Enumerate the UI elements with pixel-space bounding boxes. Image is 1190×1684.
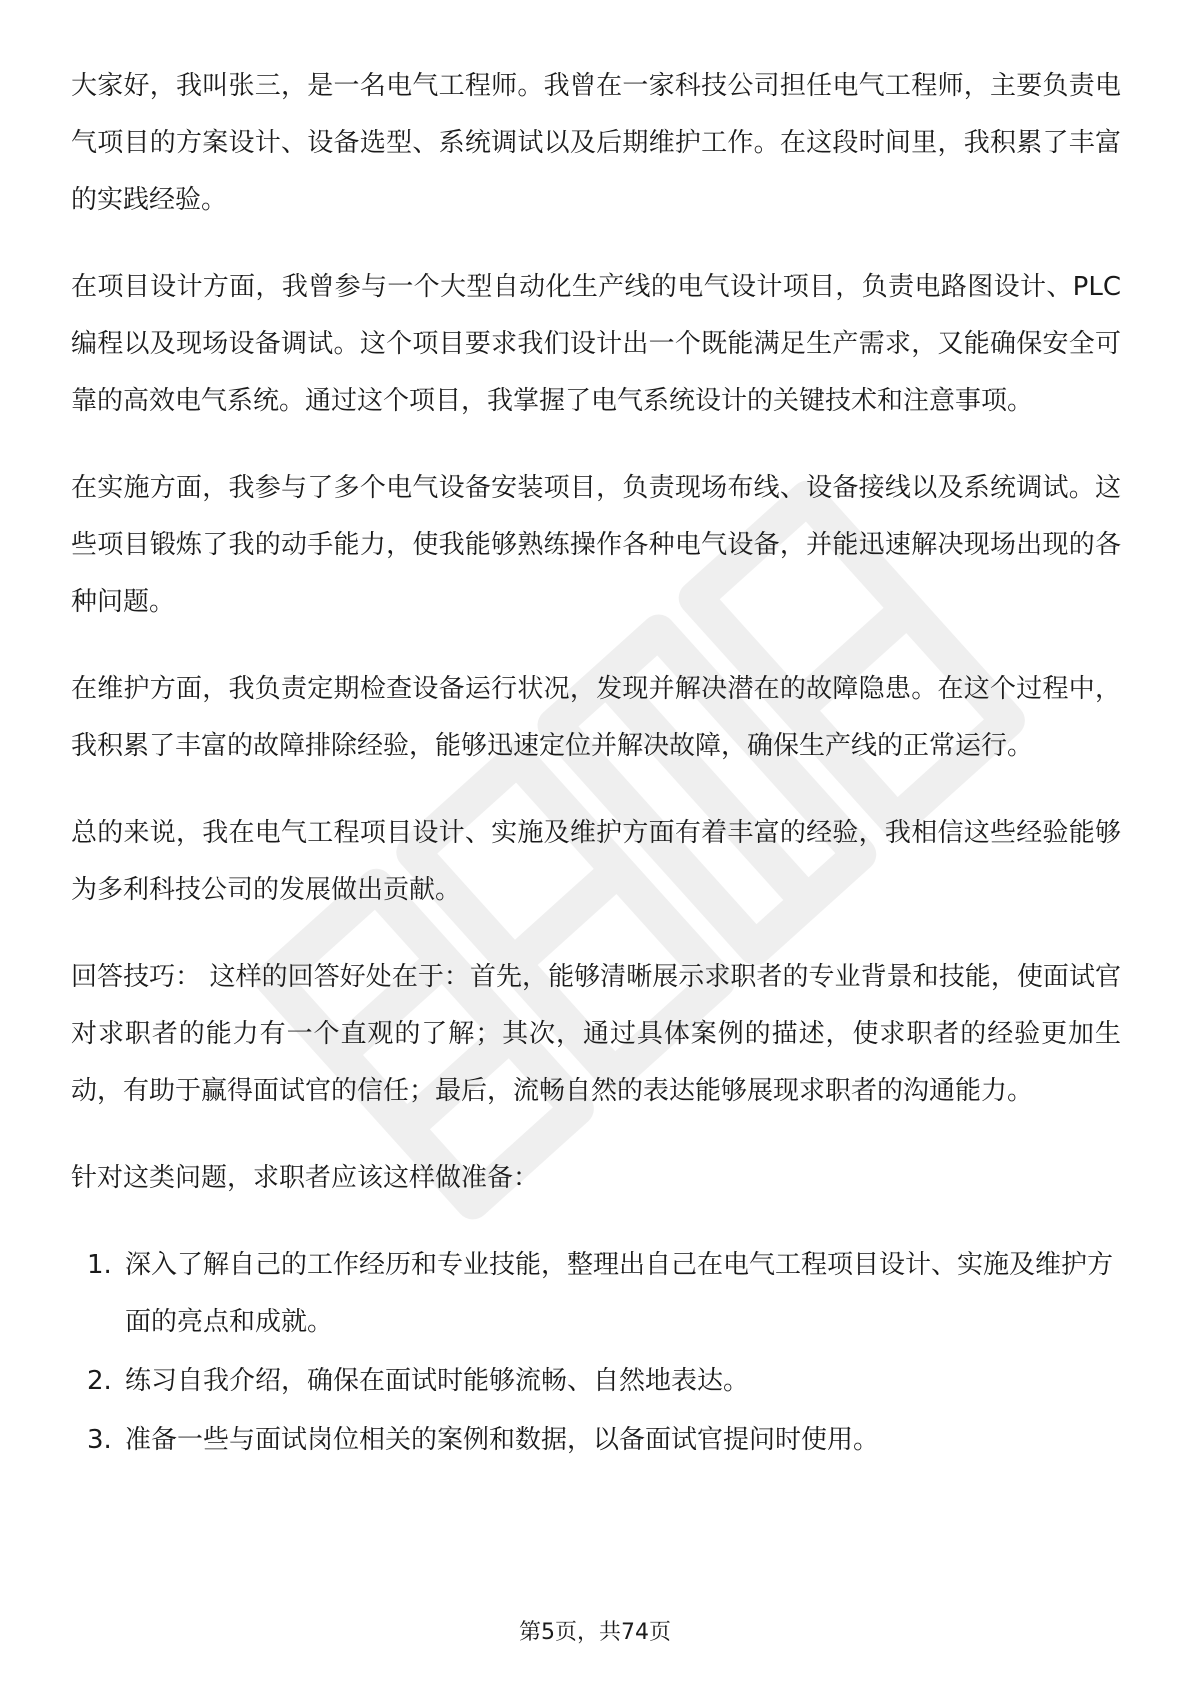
document-body [71,58,1121,1471]
list-item [71,1237,1121,1351]
list-item-text: 练习自我介绍，确保在面试时能够流畅、自然地表达。 [125,1366,750,1396]
list-item-number: 1. [87,1250,112,1280]
paragraph-answer-tips: 回答技巧： 这样的回答好处在于：首先，能够清晰展示求职者的专业背景和技能，使面试官对求职者的能力有一个直观的了解；其次，通过具体案例的描述，使求职者的经验更加生动，有助于赢得面试官的信任；最后，流畅自然的表达能够展现求职者的沟通能力。 [71,962,1121,1106]
preparation-list [71,1237,1121,1469]
paragraph-summary: 总的来说，我在电气工程项目设计、实施及维护方面有着丰富的经验，我相信这些经验能够为多利科技公司的发展做出贡献。 [71,818,1121,905]
paragraph-design: 在项目设计方面，我曾参与一个大型自动化生产线的电气设计项目，负责电路图设计、PLC编程以及现场设备调试。这个项目要求我们设计出一个既能满足生产需求，又能确保安全可靠的高效电气系统。通过这个项目，我掌握了电气系统设计的关键技术和注意事项。 [71,272,1121,416]
list-item [71,1412,1121,1469]
paragraph-implementation: 在实施方面，我参与了多个电气设备安装项目，负责现场布线、设备接线以及系统调试。这些项目锻炼了我的动手能力，使我能够熟练操作各种电气设备，并能迅速解决现场出现的各种问题。 [71,473,1121,617]
page-footer: 第5页，共74页 [519,1620,671,1645]
paragraph-maintenance: 在维护方面，我负责定期检查设备运行状况，发现并解决潜在的故障隐患。在这个过程中，我积累了丰富的故障排除经验，能够迅速定位并解决故障，确保生产线的正常运行。 [71,674,1121,761]
paragraph-preparation-intro: 针对这类问题，求职者应该这样做准备： [71,1163,540,1193]
list-item-number: 2. [87,1366,112,1396]
list-item-number: 3. [87,1425,112,1455]
list-item [71,1353,1121,1410]
list-item-text: 准备一些与面试岗位相关的案例和数据，以备面试官提问时使用。 [125,1425,880,1455]
list-item-text: 深入了解自己的工作经历和专业技能，整理出自己在电气工程项目设计、实施及维护方面的亮点和成就。 [125,1250,1114,1337]
paragraph-intro: 大家好，我叫张三，是一名电气工程师。我曾在一家科技公司担任电气工程师，主要负责电气项目的方案设计、设备选型、系统调试以及后期维护工作。在这段时间里，我积累了丰富的实践经验。 [71,71,1121,215]
